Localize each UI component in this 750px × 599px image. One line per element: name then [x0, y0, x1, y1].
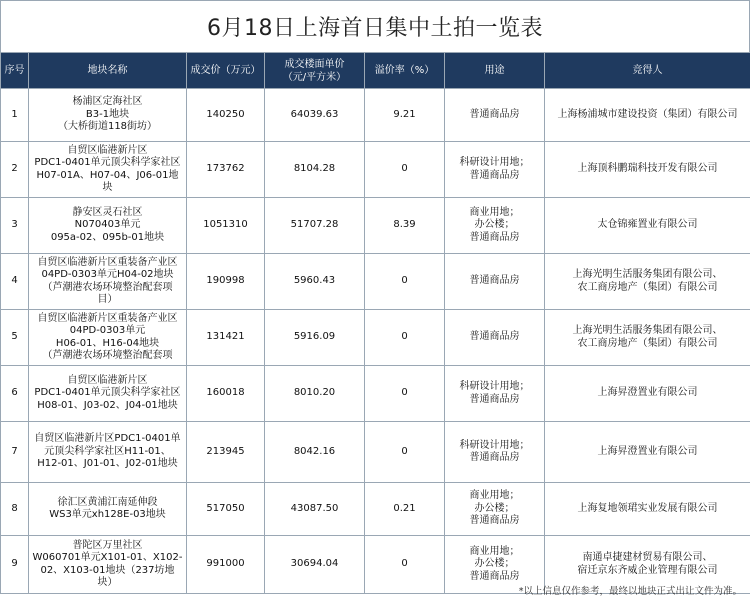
cell-winner: 上海杨浦城市建设投资（集团）有限公司	[545, 89, 750, 142]
cell-name: 普陀区万里社区 W060701单元X101-01、X102- 02、X103-01地块（237坊地 块）	[29, 536, 187, 594]
cell-unit-price: 5960.43	[265, 254, 365, 310]
cell-premium: 0	[365, 142, 445, 198]
table-header-row	[1, 53, 750, 89]
cell-unit-price: 8042.16	[265, 422, 365, 483]
cell-seq: 5	[1, 310, 29, 366]
table-row	[1, 310, 750, 366]
header-price: 成交价（万元）	[187, 53, 265, 89]
cell-price: 1051310	[187, 198, 265, 254]
cell-winner: 上海昇澄置业有限公司	[545, 422, 750, 483]
cell-seq: 8	[1, 483, 29, 536]
cell-use: 普通商品房	[445, 89, 545, 142]
cell-use: 商业用地； 办公楼； 普通商品房	[445, 536, 545, 594]
cell-premium: 0	[365, 254, 445, 310]
cell-name: 自贸区临港新片区PDC1-0401单 元顶尖科学家社区H11-01、 H12-01、J01-01、J02-01地块	[29, 422, 187, 483]
header-unit-price: 成交楼面单价 （元/平方米）	[265, 53, 365, 89]
cell-unit-price: 43087.50	[265, 483, 365, 536]
cell-premium: 9.21	[365, 89, 445, 142]
cell-premium: 0	[365, 422, 445, 483]
cell-price: 140250	[187, 89, 265, 142]
cell-seq: 7	[1, 422, 29, 483]
table-row	[1, 89, 750, 142]
cell-price: 991000	[187, 536, 265, 594]
table-row	[1, 422, 750, 483]
cell-name: 自贸区临港新片区 PDC1-0401单元顶尖科学家社区 H07-01A、H07-04、J06-01地 块	[29, 142, 187, 198]
cell-winner: 上海光明生活服务集团有限公司、 农工商房地产（集团）有限公司	[545, 254, 750, 310]
footnote: *以上信息仅作参考，最终以地块正式出让文件为准。	[518, 586, 742, 597]
cell-use: 普通商品房	[445, 254, 545, 310]
cell-price: 173762	[187, 142, 265, 198]
cell-name: 自贸区临港新片区 PDC1-0401单元顶尖科学家社区 H08-01、J03-02、J04-01地块	[29, 366, 187, 422]
table-row	[1, 483, 750, 536]
cell-price: 213945	[187, 422, 265, 483]
cell-seq: 6	[1, 366, 29, 422]
cell-price: 131421	[187, 310, 265, 366]
header-seq: 序号	[1, 53, 29, 89]
cell-use: 科研设计用地； 普通商品房	[445, 142, 545, 198]
cell-winner: 太仓锦雍置业有限公司	[545, 198, 750, 254]
header-use: 用途	[445, 53, 545, 89]
cell-use: 普通商品房	[445, 310, 545, 366]
table-row	[1, 366, 750, 422]
cell-seq: 3	[1, 198, 29, 254]
cell-seq: 2	[1, 142, 29, 198]
cell-seq: 4	[1, 254, 29, 310]
cell-unit-price: 8104.28	[265, 142, 365, 198]
page-title: 6月18日上海首日集中土拍一览表	[0, 0, 750, 52]
cell-unit-price: 64039.63	[265, 89, 365, 142]
cell-unit-price: 51707.28	[265, 198, 365, 254]
cell-unit-price: 8010.20	[265, 366, 365, 422]
cell-winner: 上海顶科鹏瑞科技开发有限公司	[545, 142, 750, 198]
cell-unit-price: 5916.09	[265, 310, 365, 366]
cell-premium: 8.39	[365, 198, 445, 254]
cell-name: 自贸区临港新片区重装备产业区 04PD-0303单元 H06-01、H16-04地块 （芦潮港农场环境整治配套项	[29, 310, 187, 366]
cell-use: 商业用地； 办公楼； 普通商品房	[445, 483, 545, 536]
cell-name: 徐汇区黄浦江南延伸段 WS3单元xh128E-03地块	[29, 483, 187, 536]
cell-price: 517050	[187, 483, 265, 536]
table-row	[1, 142, 750, 198]
cell-winner: 上海昇澄置业有限公司	[545, 366, 750, 422]
cell-name: 杨浦区定海社区 B3-1地块 （大桥街道118街坊）	[29, 89, 187, 142]
cell-premium: 0.21	[365, 483, 445, 536]
header-premium: 溢价率（%）	[365, 53, 445, 89]
cell-price: 160018	[187, 366, 265, 422]
cell-use: 商业用地； 办公楼； 普通商品房	[445, 198, 545, 254]
table-row	[1, 198, 750, 254]
header-name: 地块名称	[29, 53, 187, 89]
header-winner: 竞得人	[545, 53, 750, 89]
auction-table	[0, 52, 750, 594]
cell-seq: 1	[1, 89, 29, 142]
cell-premium: 0	[365, 536, 445, 594]
cell-name: 静安区灵石社区 N070403单元 095a-02、095b-01地块	[29, 198, 187, 254]
cell-seq: 9	[1, 536, 29, 594]
cell-unit-price: 30694.04	[265, 536, 365, 594]
cell-price: 190998	[187, 254, 265, 310]
cell-winner: 上海光明生活服务集团有限公司、 农工商房地产（集团）有限公司	[545, 310, 750, 366]
cell-winner: 上海复地领珺实业发展有限公司	[545, 483, 750, 536]
cell-premium: 0	[365, 366, 445, 422]
cell-use: 科研设计用地； 普通商品房	[445, 422, 545, 483]
cell-premium: 0	[365, 310, 445, 366]
table-row	[1, 254, 750, 310]
cell-winner: 南通卓捷建材贸易有限公司、 宿迁京东齐威企业管理有限公司	[545, 536, 750, 594]
cell-use: 科研设计用地； 普通商品房	[445, 366, 545, 422]
cell-name: 自贸区临港新片区重装备产业区 04PD-0303单元H04-02地块 （芦潮港农场环境整治配套项 目）	[29, 254, 187, 310]
